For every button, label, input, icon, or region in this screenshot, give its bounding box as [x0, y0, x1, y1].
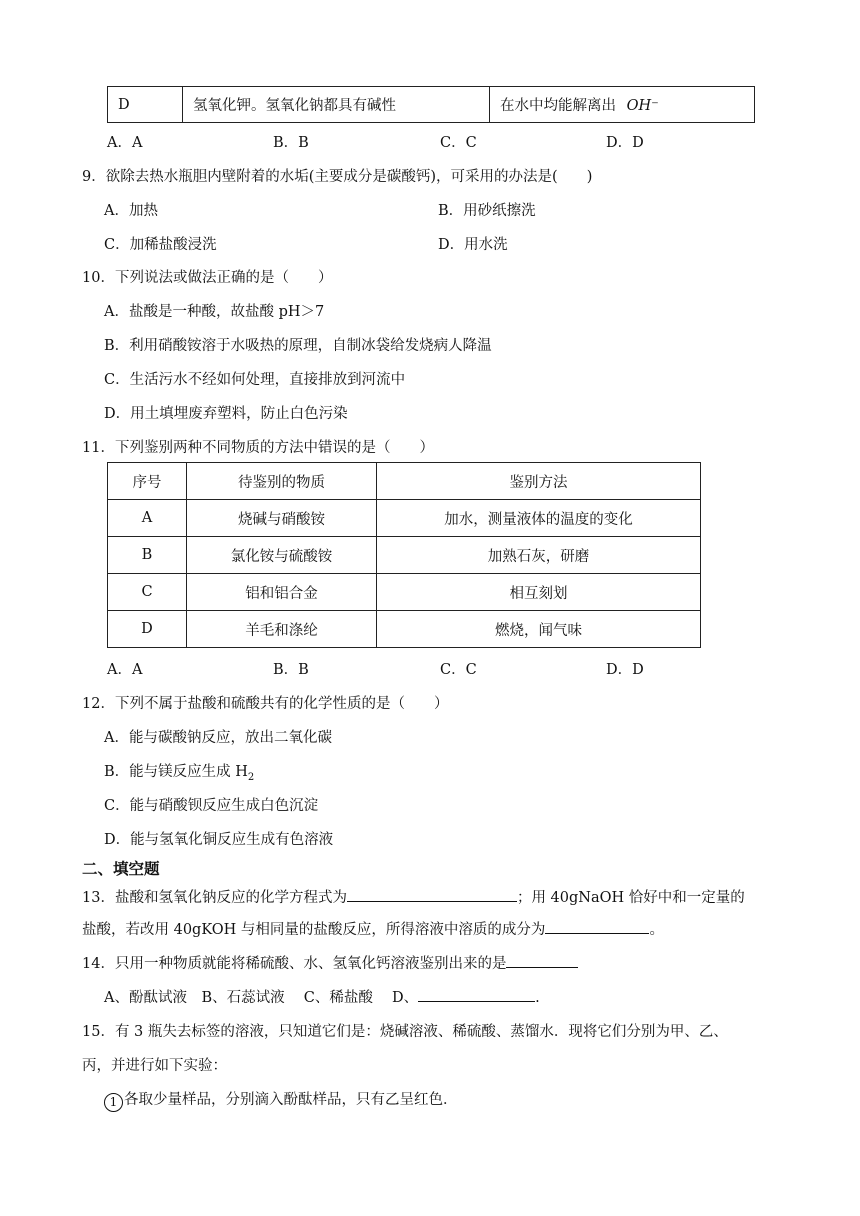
q11-row-d-method: 燃烧，闻气味 — [377, 611, 701, 648]
q9-option-b: B．用砂纸擦洗 — [438, 203, 536, 219]
q9-stem: 9．欲除去热水瓶胆内壁附着的水垢(主要成分是碳酸钙)，可采用的办法是( ) — [82, 169, 593, 185]
q10-option-b: B．利用硝酸铵溶于水吸热的原理，自制冰袋给发烧病人降温 — [104, 338, 492, 354]
q14-options: A、酚酞试液 B、石蕊试液 C、稀盐酸 D、 . — [104, 986, 540, 1007]
answer-blank-option-d[interactable] — [418, 986, 535, 1002]
q15-line2: 丙，并进行如下实验： — [82, 1058, 227, 1074]
circled-number-icon: 1 — [104, 1093, 123, 1112]
answer-blank-q14[interactable] — [506, 952, 578, 968]
q11-table — [107, 462, 701, 648]
q13-line1: 13．盐酸和氢氧化钠反应的化学方程式为 ；用 40gNaOH 恰好中和一定量的 — [82, 886, 745, 907]
q11-row-a-method: 加水，测量液体的温度的变化 — [377, 500, 701, 537]
q11-row-c-substance: 铝和铝合金 — [187, 574, 377, 611]
q8-row-substance: 氢氧化钾。氢氧化钠都具有碱性 — [183, 87, 490, 123]
q15-line1: 15．有 3 瓶失去标签的溶液，只知道它们是：烧碱溶液、稀硫酸、蒸馏水．现将它们分别为甲、乙、 — [82, 1024, 728, 1040]
q11-option-a: A．A — [107, 662, 143, 678]
q12-option-b: B．能与镁反应生成 $H_2$ — [104, 764, 255, 783]
q11-header-index: 序号 — [108, 463, 187, 500]
q8-option-a: A．A — [107, 135, 143, 151]
section-title: 二、填空题 — [82, 860, 160, 878]
q12-option-a: A．能与碳酸钠反应，放出二氧化碳 — [104, 730, 332, 746]
subscript-2: 2 — [247, 771, 255, 783]
q8-option-c: C．C — [440, 135, 477, 151]
q14-stem: 14．只用一种物质就能将稀硫酸、水、氢氧化钙溶液鉴别出来的是 — [82, 952, 578, 973]
answer-blank-solute[interactable] — [545, 918, 649, 934]
q8-option-b: B．B — [273, 135, 309, 151]
q8-row-label: D — [108, 87, 183, 123]
q11-row-b-method: 加熟石灰，研磨 — [377, 537, 701, 574]
q8-row-reason: 在水中均能解离出 OH⁻ — [490, 87, 755, 123]
q11-header-substance: 待鉴别的物质 — [187, 463, 377, 500]
q9-option-a: A．加热 — [104, 203, 158, 219]
q11-row-a-index: A — [108, 500, 187, 537]
q11-option-c: C．C — [440, 662, 477, 678]
q9-option-d: D．用水洗 — [438, 237, 508, 253]
q8-option-d: D．D — [606, 135, 644, 151]
q10-stem: 10．下列说法或做法正确的是（ ） — [82, 270, 333, 286]
q11-row-c-method: 相互刻划 — [377, 574, 701, 611]
q12-option-d: D．能与氢氧化铜反应生成有色溶液 — [104, 832, 334, 848]
q11-row-d-index: D — [108, 611, 187, 648]
answer-blank-equation[interactable] — [347, 886, 517, 902]
q10-option-a: A．盐酸是一种酸，故盐酸 pH＞7 — [104, 304, 325, 320]
q8-table — [107, 86, 755, 123]
q11-row-c-index: C — [108, 574, 187, 611]
q15-step1: 1 各取少量样品，分别滴入酚酞样品，只有乙呈红色． — [104, 1088, 458, 1112]
q11-row-b-substance: 氯化铵与硫酸铵 — [187, 537, 377, 574]
q11-option-b: B．B — [273, 662, 309, 678]
q11-row-b-index: B — [108, 537, 187, 574]
q12-stem: 12．下列不属于盐酸和硫酸共有的化学性质的是（ ） — [82, 696, 449, 712]
q11-option-d: D．D — [606, 662, 644, 678]
q12-option-c: C．能与硝酸钡反应生成白色沉淀 — [104, 798, 319, 814]
q10-option-c: C．生活污水不经如何处理，直接排放到河流中 — [104, 372, 406, 388]
q11-row-a-substance: 烧碱与硝酸铵 — [187, 500, 377, 537]
q11-row-d-substance: 羊毛和涤纶 — [187, 611, 377, 648]
q11-stem: 11．下列鉴别两种不同物质的方法中错误的是（ ） — [82, 440, 434, 456]
q10-option-d: D．用土填埋废弃塑料，防止白色污染 — [104, 406, 348, 422]
q13-line2: 盐酸，若改用 40gKOH 与相同量的盐酸反应，所得溶液中溶质的成分为 。 — [82, 918, 664, 939]
q9-option-c: C．加稀盐酸浸洗 — [104, 237, 217, 253]
hydroxide-formula: OH⁻ — [626, 98, 659, 114]
q11-header-method: 鉴别方法 — [377, 463, 701, 500]
